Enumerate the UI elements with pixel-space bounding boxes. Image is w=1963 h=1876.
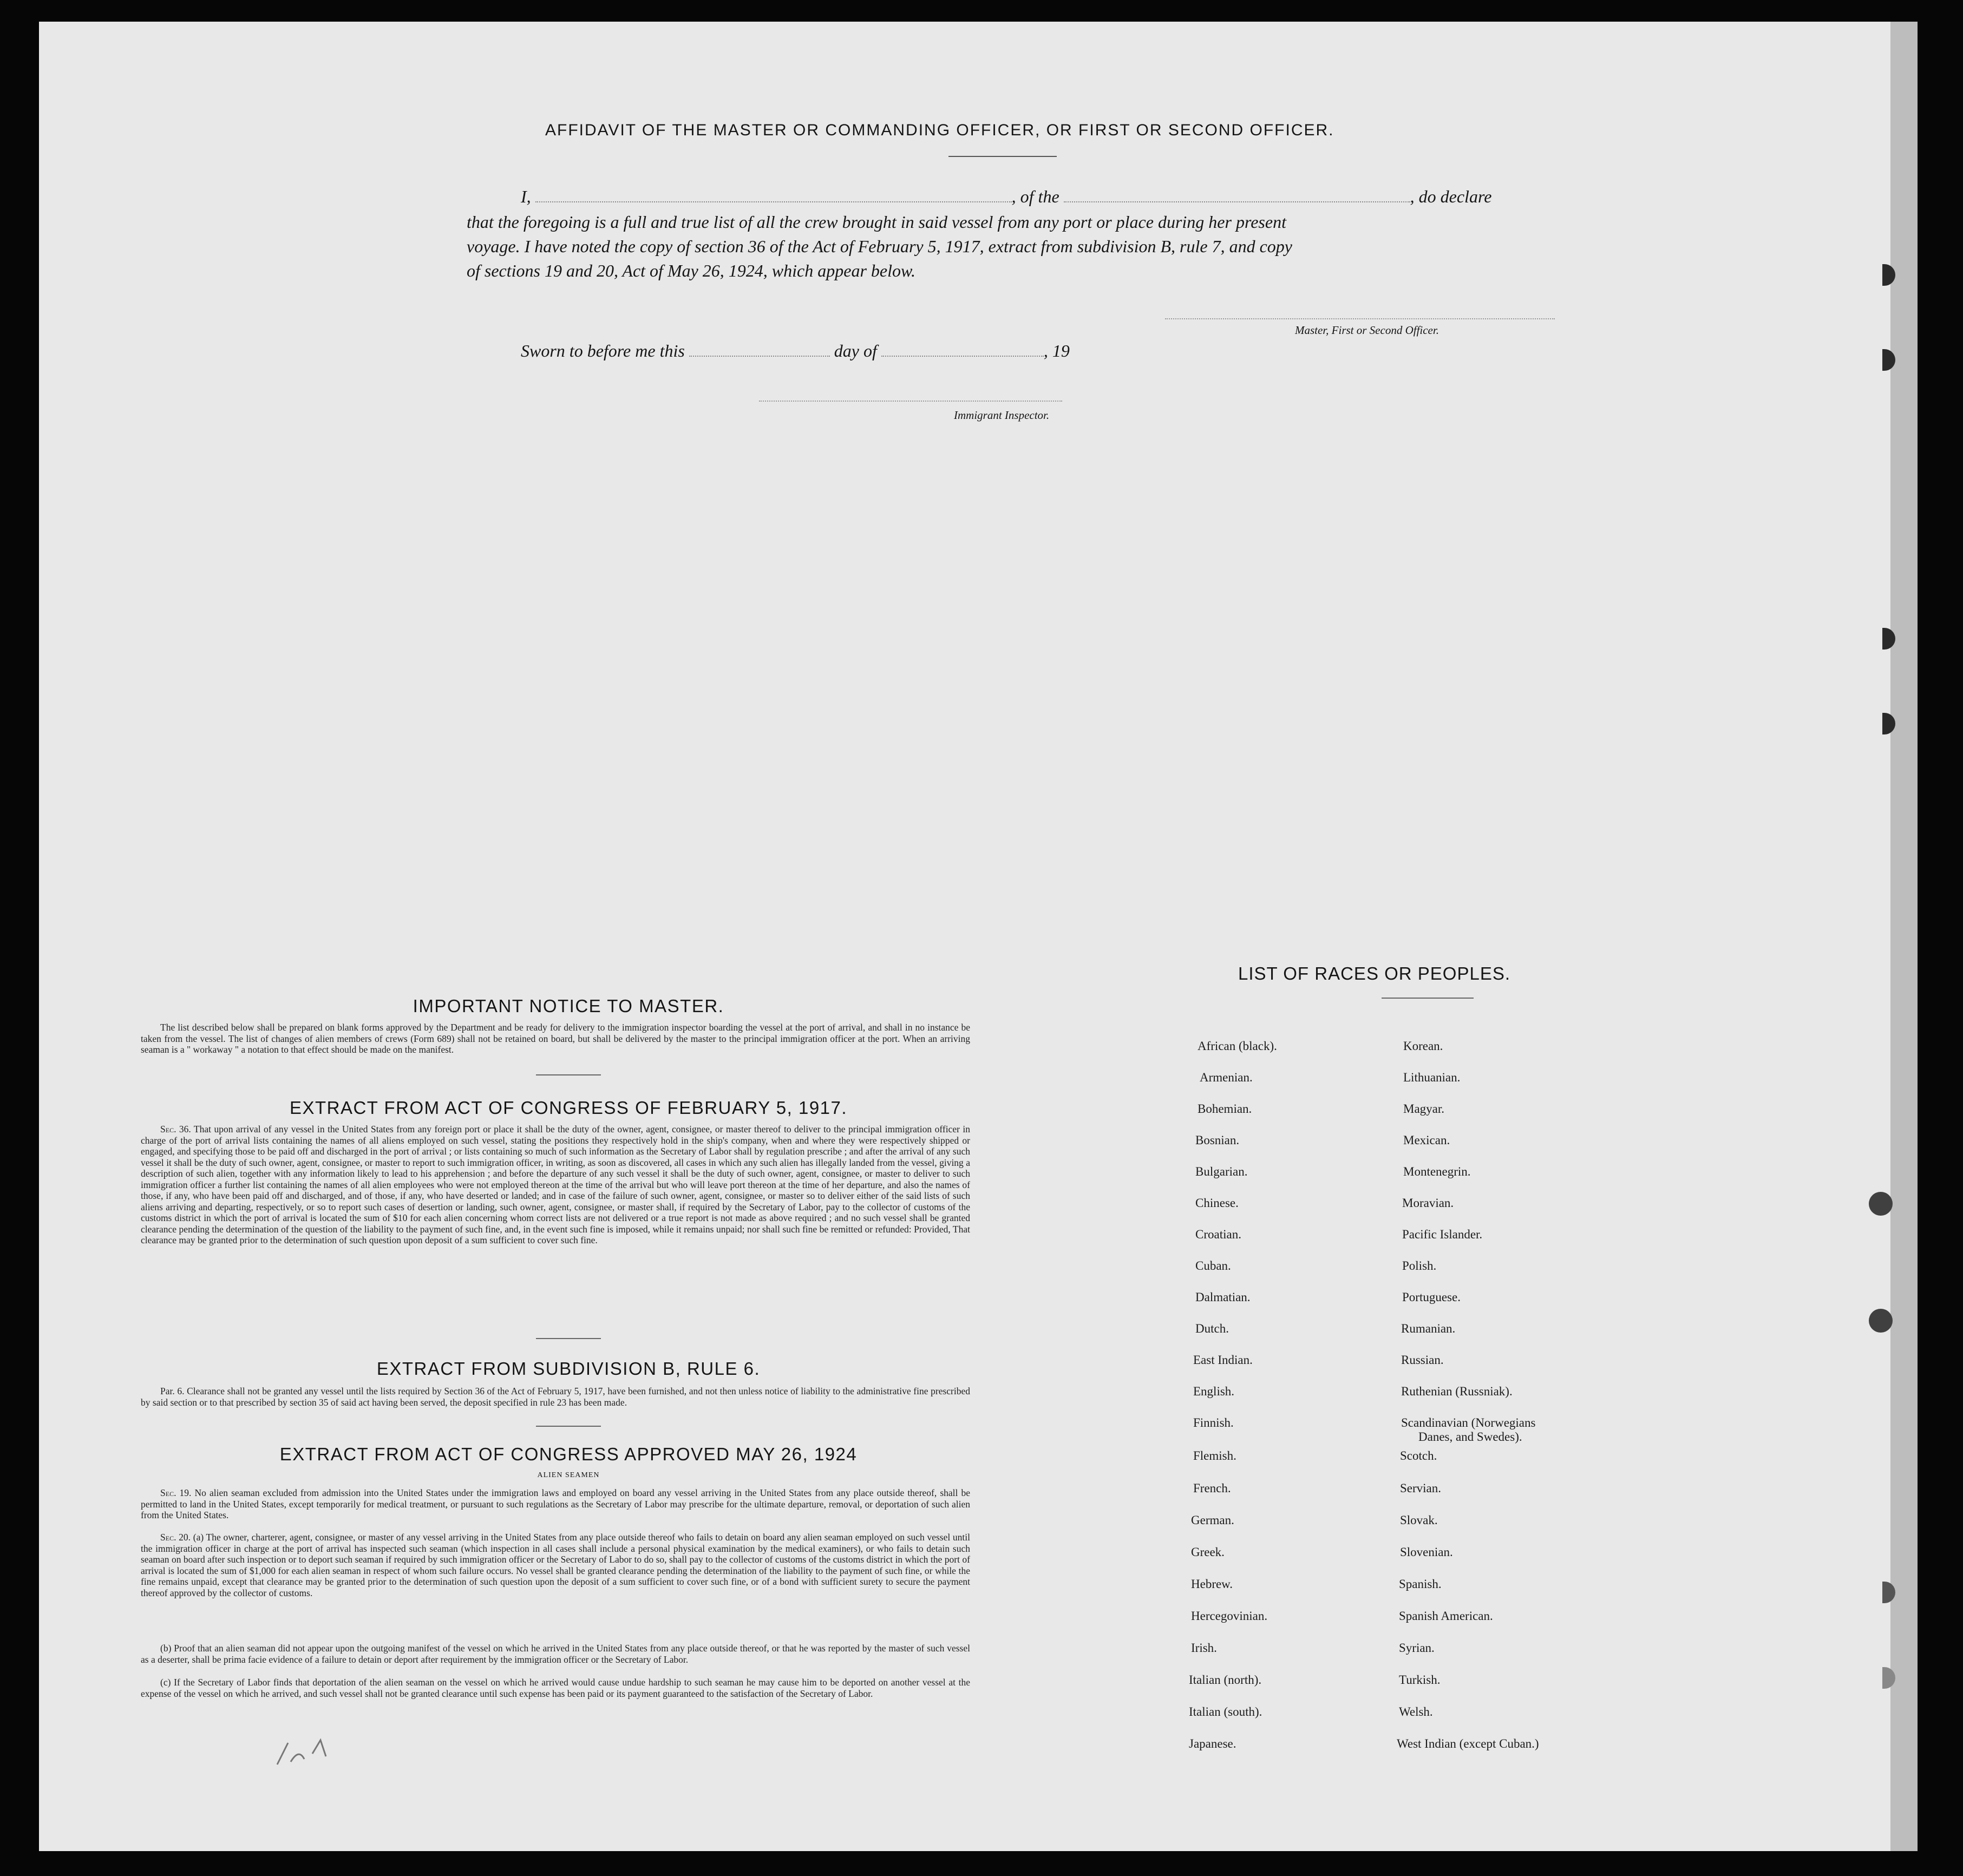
race-item: Chinese. — [1195, 1196, 1239, 1210]
race-item: French. — [1193, 1481, 1231, 1495]
race-item: Armenian. — [1200, 1071, 1253, 1084]
notice-text: The list described below shall be prepared on blank forms approved by the Department and be ready for delivery to the immigration inspector boarding the vessel at the port of arrival, and shall in no instance be taken from the vessel. The list of changes of alien members of crews (Form 689) shall not be retained on board, but shall be delivered by the master to the principal immigration officer at the port. When an arriving seaman is a " workaway " a notation to that effect should be made on the manifest. — [141, 1022, 970, 1055]
pencil-mark — [266, 1732, 353, 1775]
race-item: Lithuanian. — [1403, 1071, 1461, 1084]
sec20b-text: (b) Proof that an alien seaman did not appear upon the outgoing manifest of the vessel on which he arrived in the United States from any place outside thereof, or that he was reported by the master of such vessel as a deserter, shall be prima facie evidence of a failure to detain or deport after requirement by the immigration officer or the Secretary of Labor. — [141, 1643, 970, 1665]
race-item: Turkish. — [1399, 1673, 1441, 1687]
race-item: Hebrew. — [1191, 1577, 1233, 1591]
name-blank — [535, 199, 1012, 202]
race-item: African (black). — [1198, 1039, 1277, 1053]
race-item: Flemish. — [1193, 1449, 1236, 1462]
race-item: Spanish American. — [1399, 1609, 1493, 1623]
race-item: Slovak. — [1400, 1513, 1438, 1527]
race-item: Italian (north). — [1189, 1673, 1262, 1687]
sec36-label: Sec. 36. — [160, 1124, 191, 1134]
extract-1917-heading: EXTRACT FROM ACT OF CONGRESS OF FEBRUARY 5, 1917. — [289, 1098, 848, 1118]
sec19-label: Sec. 19. — [160, 1487, 192, 1498]
affidavit-line2: that the foregoing is a full and true list of all the crew brought in said vessel from any port or place during her present — [467, 212, 1286, 232]
signature-line — [1165, 318, 1555, 319]
affidavit-i: I, — [521, 187, 531, 206]
sec19-text — [141, 1487, 970, 1521]
race-item: Bulgarian. — [1195, 1165, 1248, 1178]
race-item: Cuban. — [1195, 1259, 1231, 1272]
race-item: Magyar. — [1403, 1102, 1445, 1116]
extract-1917-rule — [536, 1338, 601, 1339]
race-item: Spanish. — [1399, 1577, 1442, 1591]
notice-rule — [536, 1074, 601, 1075]
document-page — [39, 22, 1918, 1851]
extract-1917-text — [141, 1124, 970, 1246]
rule6-text: Par. 6. Clearance shall not be granted any vessel until the lists required by Section 36 of the Act of February 5, 1917, have been furnished, and not then unless notice of liability to the administrative fine prescribed by said section or to that prescribed by section 35 of said act having been served, the deposit specified in rule 23 has been made. — [141, 1386, 970, 1408]
race-item: Montenegrin. — [1403, 1165, 1471, 1178]
title-rule — [948, 156, 1057, 157]
race-item: Bosnian. — [1195, 1133, 1240, 1147]
rule6-rule — [536, 1426, 601, 1427]
month-blank — [881, 353, 1044, 357]
affidavit-line3: voyage. I have noted the copy of section 36 of the Act of February 5, 1917, extract from subdivision B, rule 7, and copy — [467, 237, 1292, 256]
punch-hole — [1869, 1309, 1893, 1333]
day-blank — [689, 353, 830, 357]
race-item: West Indian (except Cuban.) — [1397, 1737, 1539, 1750]
sec36-body: That upon arrival of any vessel in the United States from any foreign port or place it shall be the duty of the owner, agent, consignee, or master thereof to deliver to the principal immigration officer in charge of the port of arrival lists containing the names of all aliens employed on such vessel, stating the positions they respectively hold in the ship's company, when and where they were respectively shipped or engaged, and specifying those to be paid off and discharged in the port of arrival ; or lists containing so much of such information as the Secretary of Labor shall by regulation prescribe ; and after the arrival of any such vessel it shall be the duty of such owner, agent, consignee, or master to report to such immigration officer, in writing, as soon as discovered, all cases in which any such alien has illegally landed from the vessel, giving a description of such alien, together with any information likely to lead to his apprehension ; and before the departure of any such vessel it shall be the duty of such owner, agent, consignee, or master to deliver to such immigration officer a further list containing the names of all alien employees who were not employed thereon at the time of the arrival but who will leave port thereon at the time of her departure, and also the names of those, if any, who have been paid off and discharged, and of those, if any, who have deserted or landed; and in case of the failure of such owner, agent, consignee, or master so to deliver either of the said lists of such aliens arriving and departing, respectively, or so to report such cases of desertion or landing, such owner, agent, consignee, or master shall, if required by the Secretary of Labor, pay to the collector of customs of the customs district in which the port of arrival is located the sum of $10 for each alien concerning whom correct lists are not delivered or a true report is not made as above required ; and no such vessel shall be granted clearance pending the determination of the question of the liability to the payment of such fine, and, in the event such fine is imposed, while it remains unpaid; nor shall such fine be remitted or refunded: Provided, That clearance may be granted prior to the determination of such question upon deposit of a sum sufficient to cover such fine. — [141, 1124, 970, 1245]
race-item: Moravian. — [1402, 1196, 1454, 1210]
race-item: Servian. — [1400, 1481, 1442, 1495]
races-rule — [1382, 998, 1474, 999]
inspector-line — [759, 401, 1062, 402]
race-item: Greek. — [1191, 1545, 1225, 1559]
race-item: Portuguese. — [1402, 1290, 1461, 1304]
sworn-text: Sworn to before me this — [521, 341, 685, 360]
race-item: Pacific Islander. — [1402, 1228, 1483, 1241]
extract-1924-heading: EXTRACT FROM ACT OF CONGRESS APPROVED MAY 26, 1924 — [279, 1444, 858, 1464]
race-item: Slovenian. — [1400, 1545, 1453, 1559]
race-item: Russian. — [1401, 1353, 1444, 1367]
rule6-heading: EXTRACT FROM SUBDIVISION B, RULE 6. — [376, 1359, 761, 1379]
race-item: Croatian. — [1195, 1228, 1241, 1241]
race-item: Japanese. — [1189, 1737, 1236, 1750]
race-item: Korean. — [1403, 1039, 1443, 1053]
affidavit-declare: , do declare — [1410, 187, 1492, 206]
race-item: Bohemian. — [1198, 1102, 1252, 1116]
race-item: Ruthenian (Russniak). — [1401, 1385, 1513, 1398]
inspector-caption: Immigrant Inspector. — [954, 409, 1050, 422]
race-item: German. — [1191, 1513, 1234, 1527]
affidavit-title: AFFIDAVIT OF THE MASTER OR COMMANDING OFFICER, OR FIRST OR SECOND OFFICER. — [545, 121, 1334, 139]
day-of-text: day of — [834, 341, 877, 360]
vessel-blank — [1064, 199, 1410, 202]
race-item: Irish. — [1191, 1641, 1217, 1655]
race-item: Mexican. — [1403, 1133, 1450, 1147]
races-heading: LIST OF RACES OR PEOPLES. — [1238, 963, 1511, 983]
year-text: , 19 — [1043, 341, 1070, 360]
alien-seamen-subheading: ALIEN SEAMEN — [537, 1471, 600, 1479]
affidavit-line4: of sections 19 and 20, Act of May 26, 1924, which appear below. — [467, 261, 915, 280]
race-item: Hercegovinian. — [1191, 1609, 1268, 1623]
race-item: Finnish. — [1193, 1416, 1234, 1429]
race-item: East Indian. — [1193, 1353, 1253, 1367]
race-item: Scandinavian (Norwegians — [1401, 1416, 1536, 1429]
race-item: Danes, and Swedes). — [1418, 1430, 1522, 1444]
race-item: Dalmatian. — [1195, 1290, 1251, 1304]
punch-hole — [1869, 1192, 1893, 1216]
race-item: Syrian. — [1399, 1641, 1435, 1655]
race-item: Italian (south). — [1189, 1705, 1262, 1718]
notice-heading: IMPORTANT NOTICE TO MASTER. — [413, 996, 724, 1016]
race-item: Scotch. — [1400, 1449, 1437, 1462]
race-item: Rumanian. — [1401, 1322, 1456, 1335]
affidavit-line1 — [521, 187, 1491, 207]
affidavit-of-the: , of the — [1011, 187, 1059, 206]
sec20-label: Sec. 20. — [160, 1532, 191, 1543]
sworn-line — [521, 341, 1070, 361]
race-item: Dutch. — [1195, 1322, 1229, 1335]
page-edge — [1890, 22, 1918, 1851]
sec20c-text: (c) If the Secretary of Labor finds that deportation of the alien seaman on the vessel on which he arrived would cause undue hardship to such seaman he may cause him to be deported on another vessel at the expense of the vessel on which he arrived, and such vessel shall not be granted clearance until such expense has been paid or its payment guaranteed to the satisfaction of the Secretary of Labor. — [141, 1677, 970, 1699]
signature-caption: Master, First or Second Officer. — [1295, 324, 1439, 337]
sec20a-body: (a) The owner, charterer, agent, consignee, or master of any vessel arriving in the United States from any place outside thereof who fails to detain on board any alien seaman employed on such vessel until the immigration officer in charge at the port of arrival has inspected such seaman (which inspection in all cases shall include a personal physical examination by the medical examiners), or who fails to detain such seaman on board after such inspection or to deport such seaman if required by such immigration officer or the Secretary of Labor to do so, shall pay to the collector of customs of the customs district in which the port of arrival is located the sum of $1,000 for each alien seaman in respect of whom such failure occurs. No vessel shall be granted clearance pending the determination of the liability to the payment of such fine, or while the fine remains unpaid, except that clearance may be granted prior to the determination of such question upon the deposit of a sum sufficient to cover such fine, or of a bond with sufficient surety to secure the payment thereof approved by the collector of customs. — [141, 1532, 971, 1598]
sec19-body: No alien seaman excluded from admission into the United States under the immigration laws and employed on board any vessel arriving in the United States from any place outside thereof, shall be permitted to land in the United States, except temporarily for medical treatment, or pursuant to such regulations as the Secretary of Labor may prescribe for the ultimate departure, removal, or deportation of such alien from the United States. — [141, 1487, 970, 1520]
race-item: Welsh. — [1399, 1705, 1433, 1718]
race-item: Polish. — [1402, 1259, 1437, 1272]
sec20a-text — [141, 1532, 970, 1598]
race-item: English. — [1193, 1385, 1235, 1398]
